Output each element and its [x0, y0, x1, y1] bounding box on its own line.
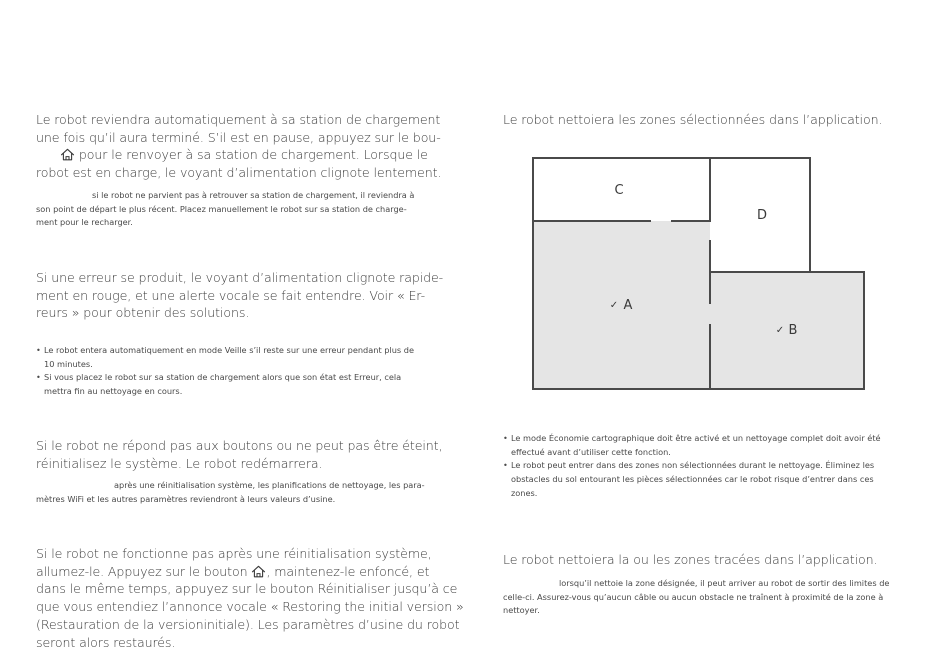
reset-note — [36, 479, 425, 506]
room-d-label: D — [756, 208, 768, 223]
zone-cleaning-title: Le robot nettoiera les zones sélectionnées dans l’application. — [503, 112, 883, 127]
list-item: • Le robot entera automatiquement en mode Veille s’il reste sur une erreur pendant plus de 10 minutes. — [36, 344, 414, 371]
note-line: nettoyer. — [503, 605, 540, 616]
room-b-label: B — [788, 323, 798, 338]
note-line: son point de départ le plus récent. Placez manuellement le robot sur sa station de charge- — [36, 203, 407, 214]
home-icon — [60, 148, 75, 161]
note-line: celle-ci. Assurez-vous qu’aucun câble ou aucun obstacle ne traînent à proximité de la zone à — [503, 591, 884, 602]
paragraph-line: allumez-le. Appuyez sur le bouton , maintenez-le enfoncé, et — [36, 563, 430, 579]
paragraph-line: Le robot reviendra automatiquement à sa station de chargement — [36, 112, 441, 127]
room-c-label: C — [614, 183, 624, 198]
note-line: lorsqu’il nettoie la zone désignée, il peut arriver au robot de sortir des limites de — [559, 578, 890, 588]
note-line: si le robot ne parvient pas à retrouver sa station de chargement, il reviendra à — [92, 190, 415, 200]
paragraph-text: pour le renvoyer à sa station de chargement. Lorsque le — [75, 147, 428, 163]
paragraph-line: seront alors restaurés. — [36, 634, 176, 650]
paragraph-line — [36, 146, 441, 164]
check-icon: ✓ — [609, 300, 619, 311]
room-a-selected-fill — [533, 221, 710, 389]
paragraph-line: reurs » pour obtenir des solutions. — [36, 305, 250, 321]
return-to-dock-note — [36, 189, 414, 230]
paragraph-line: Si le robot ne fonctionne pas après une réinitialisation système, — [36, 546, 432, 561]
note-line: mètres WiFi et les autres paramètres reviendront à leurs valeurs d’usine. — [36, 493, 336, 504]
error-paragraph — [36, 269, 443, 322]
factory-restore-paragraph — [36, 545, 464, 651]
zone-cleaning-bullet-list — [503, 432, 881, 501]
paragraph-line: ment en rouge, et une alerte vocale se fait entendre. Voir « Er- — [36, 287, 426, 303]
room-b-selected-fill — [710, 272, 864, 389]
home-icon — [251, 565, 266, 578]
reset-paragraph — [36, 437, 442, 472]
drawn-zone-note — [503, 577, 889, 618]
list-item: • Le robot peut entrer dans des zones non sélectionnées durant le nettoyage. Éliminez les obstacles du sol entourant les pièces sélectionnées car le robot risque d’entrer dans ces zones. — [503, 459, 881, 500]
floor-map-diagram — [530, 155, 870, 395]
drawn-zone-title: Le robot nettoiera la ou les zones tracées dans l’application. — [503, 552, 878, 567]
paragraph-line: que vous entendiez l’annonce vocale « Restoring the initial version » — [36, 599, 464, 615]
check-icon: ✓ — [775, 325, 785, 336]
paragraph-line: réinitialisez le système. Le robot redémarrera. — [36, 455, 323, 471]
paragraph-line: une fois qu’il aura terminé. S’il est en pause, appuyez sur le bou- — [36, 129, 441, 145]
list-item: • Si vous placez le robot sur sa station de chargement alors que son état est Erreur, cela mettra fin au nettoyage en cours. — [36, 371, 414, 398]
paragraph-line: (Restauration de la versioninitiale). Les paramètres d’usine du robot — [36, 616, 460, 632]
paragraph-line: dans le même temps, appuyez sur le bouton Réinitialiser jusqu’à ce — [36, 581, 458, 597]
return-to-dock-paragraph — [36, 111, 441, 182]
note-line: après une réinitialisation système, les planifications de nettoyage, les para- — [114, 480, 425, 490]
room-a-label: A — [623, 298, 633, 313]
note-line: ment pour le recharger. — [36, 217, 133, 228]
paragraph-line: robot est en charge, le voyant d’alimentation clignote lentement. — [36, 165, 442, 181]
error-bullet-list — [36, 344, 414, 399]
list-item: • Le mode Économie cartographique doit être activé et un nettoyage complet doit avoir été effectué avant d’utiliser cette fonction. — [503, 432, 881, 459]
paragraph-line: Si une erreur se produit, le voyant d’alimentation clignote rapide- — [36, 270, 444, 285]
paragraph-line: Si le robot ne répond pas aux boutons ou ne peut pas être éteint, — [36, 438, 443, 453]
